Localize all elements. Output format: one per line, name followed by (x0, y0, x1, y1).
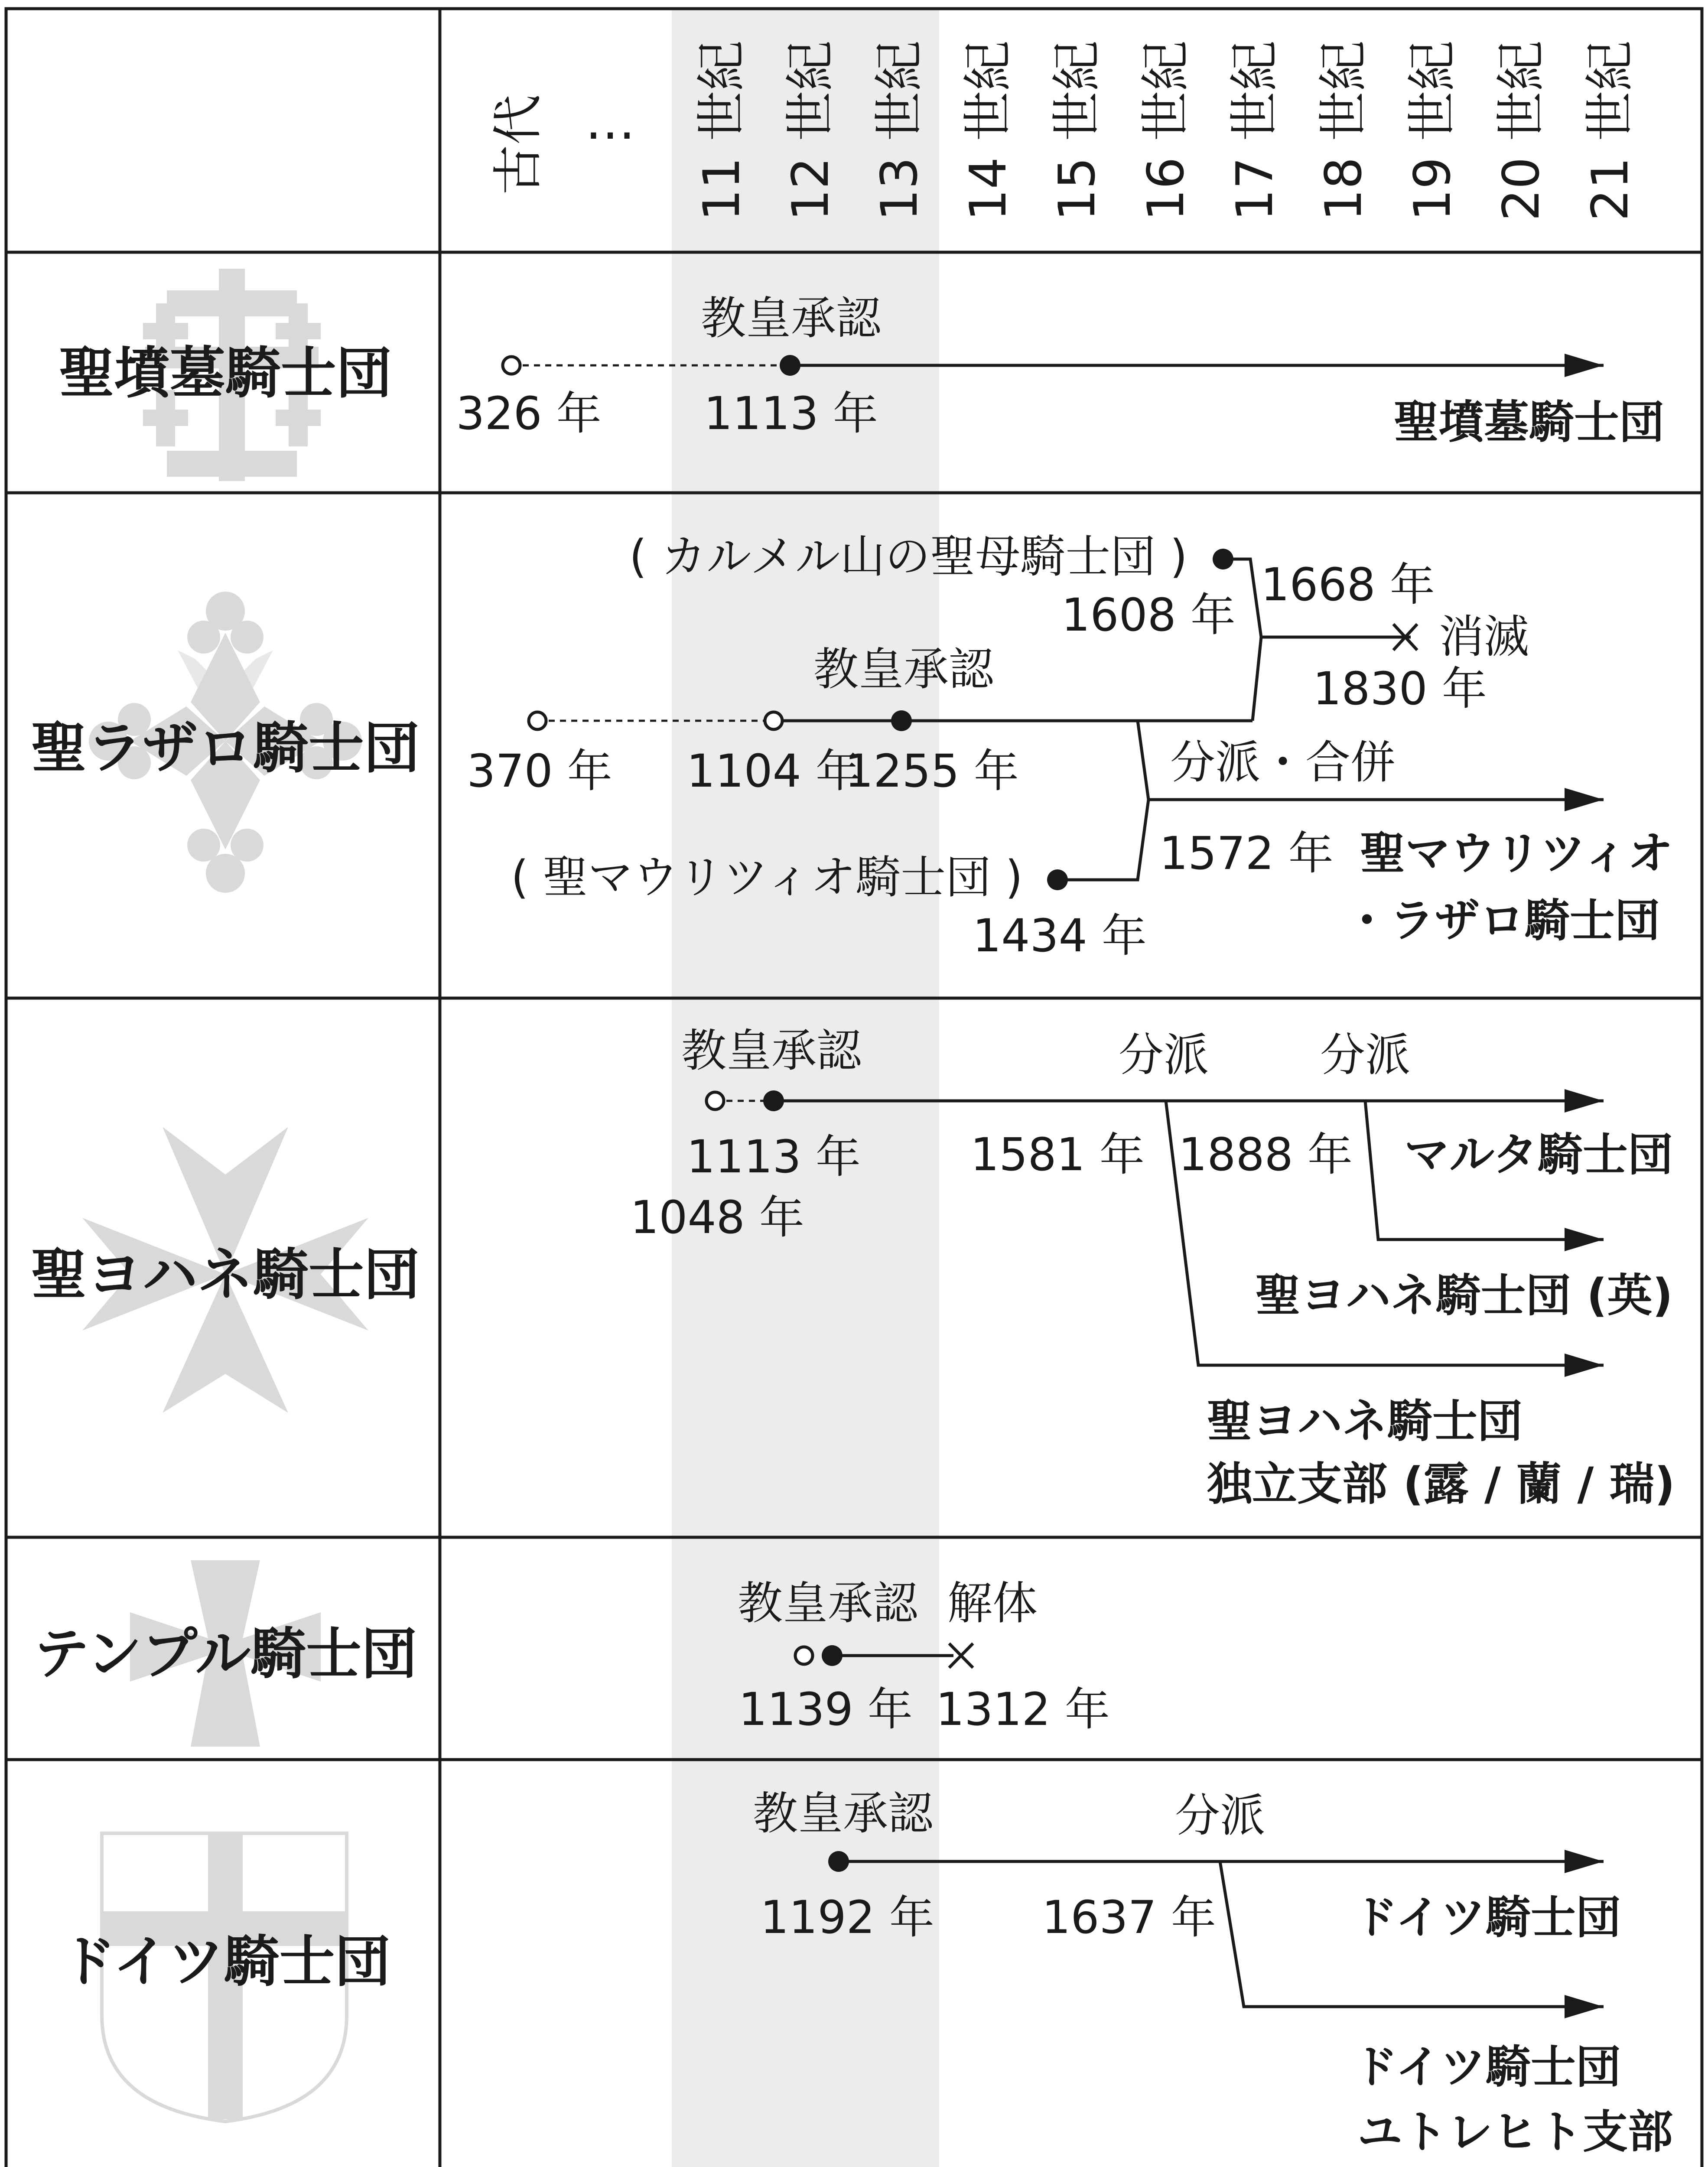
label-year-1434: 1434 年 (973, 909, 1147, 962)
label-year-1113: 1113 年 (686, 1130, 861, 1183)
order-name-templar: テンプル騎士団 (33, 1622, 417, 1686)
approved-marker (780, 355, 800, 376)
label-year-1637: 1637 年 (1042, 1891, 1216, 1944)
founded-marker (503, 357, 520, 374)
header-ellipsis: … (585, 92, 635, 151)
header-row (489, 41, 1640, 221)
label-year-1048: 1048 年 (630, 1191, 804, 1244)
label-split: 分派 (1320, 1028, 1411, 1081)
label-year-1104: 1104 年 (686, 745, 861, 797)
century-label: 17 世紀 (1226, 40, 1284, 221)
label-split-merge: 分派・合併 (1170, 736, 1396, 789)
approved-marker (763, 1090, 784, 1111)
founded-marker (529, 712, 546, 729)
order-name-saint-lazarus: 聖ラザロ騎士団 (31, 716, 420, 781)
label-successor-utrecht-line2: ユトレヒト支部 (1357, 2105, 1673, 2158)
century-label: 14 世紀 (959, 40, 1018, 221)
century-label: 13 世紀 (870, 40, 929, 221)
century-label: 18 世紀 (1314, 40, 1373, 221)
header-ancient: 古代 (489, 94, 547, 195)
label-split: 分派 (1118, 1028, 1209, 1081)
label-year-1888: 1888 年 (1178, 1128, 1353, 1181)
founded-marker (795, 1647, 813, 1664)
order-name-holy-sepulchre: 聖墳墓騎士団 (59, 341, 392, 406)
label-successor-uk: 聖ヨハネ騎士団 (英) (1255, 1269, 1673, 1322)
century-label: 16 世紀 (1137, 40, 1195, 221)
label-successor-teutonic: ドイツ騎士団 (1353, 1891, 1621, 1944)
label-successor-independent-line1: 聖ヨハネ騎士団 (1207, 1395, 1523, 1448)
founded-marker (706, 1092, 724, 1110)
century-label: 20 世紀 (1492, 40, 1551, 221)
label-year-1830: 1830 年 (1313, 662, 1487, 715)
label-year-1608: 1608 年 (1061, 589, 1236, 641)
label-year-370: 370 年 (467, 745, 612, 797)
label-year-1113: 1113 年 (704, 387, 878, 440)
label-year-326: 326 年 (456, 387, 602, 440)
label-successor-maurice-lazarus-line2: ・ラザロ騎士団 (1344, 894, 1660, 947)
century-label: 12 世紀 (781, 40, 840, 221)
label-year-1192: 1192 年 (760, 1891, 934, 1944)
label-successor-independent-line2: 独立支部 (露 / 蘭 / 瑞) (1207, 1458, 1675, 1510)
label-successor-utrecht-line1: ドイツ騎士団 (1353, 2040, 1621, 2093)
century-labels (693, 41, 1640, 221)
order-name-teutonic: ドイツ騎士団 (60, 1929, 390, 1994)
century-label: 11 世紀 (693, 40, 751, 221)
order-name-saint-john: 聖ヨハネ騎士団 (31, 1243, 420, 1307)
label-year-1312: 1312 年 (936, 1683, 1110, 1736)
century-label: 21 世紀 (1581, 40, 1640, 221)
approved-marker (828, 1851, 849, 1872)
label-approval: 教皇承認 (737, 1577, 918, 1630)
label-approval: 教皇承認 (752, 1787, 934, 1840)
approved-marker (1047, 869, 1068, 890)
label-split: 分派 (1174, 1789, 1266, 1842)
approved-marker (1213, 549, 1233, 569)
label-extinct: 消滅 (1439, 610, 1529, 663)
label-approval: 教皇承認 (700, 292, 882, 345)
label-maurice: ( 聖マウリツィオ騎士団 ) (511, 851, 1023, 904)
label-approval: 教皇承認 (813, 643, 994, 696)
label-approval: 教皇承認 (681, 1024, 862, 1077)
label-year-1572: 1572 年 (1159, 827, 1334, 880)
label-carmel: ( カルメル山の聖母騎士団 ) (629, 530, 1187, 583)
label-successor-holy-sepulchre: 聖墳墓騎士団 (1393, 396, 1664, 449)
founded-marker (765, 712, 782, 729)
century-label: 15 世紀 (1048, 40, 1106, 221)
approved-marker (891, 710, 912, 731)
label-dissolved: 解体 (947, 1577, 1038, 1630)
label-year-1139: 1139 年 (739, 1683, 913, 1736)
label-year-1255: 1255 年 (845, 745, 1019, 797)
label-successor-malta: マルタ騎士団 (1404, 1128, 1673, 1181)
label-year-1668: 1668 年 (1261, 558, 1435, 611)
label-successor-maurice-lazarus-line1: 聖マウリツィオ (1360, 827, 1673, 880)
label-year-1581: 1581 年 (970, 1128, 1145, 1181)
approved-marker (822, 1645, 843, 1666)
century-label: 19 世紀 (1403, 40, 1462, 221)
